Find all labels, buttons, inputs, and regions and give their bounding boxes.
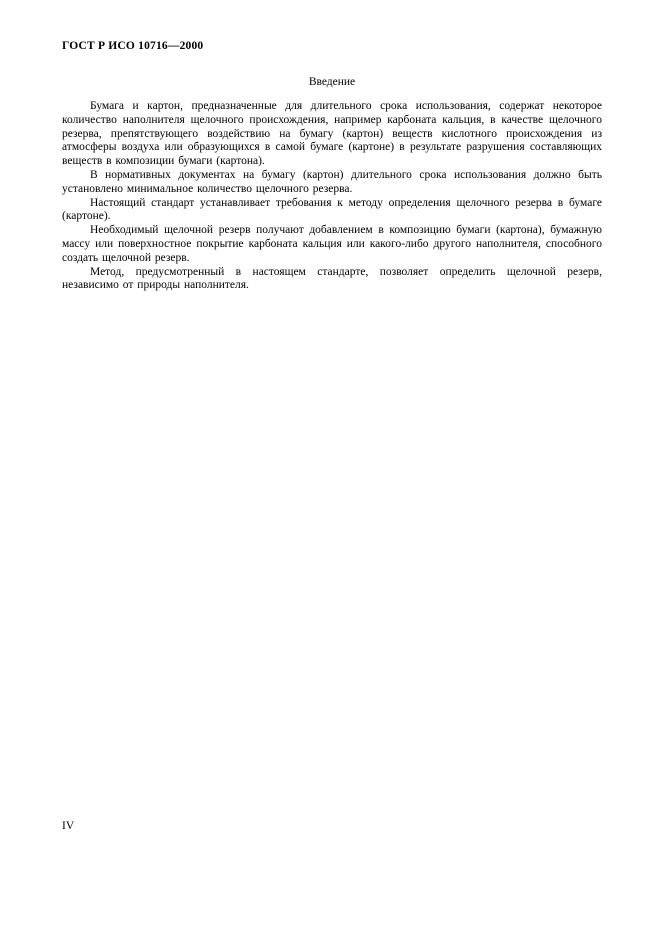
- document-header: ГОСТ Р ИСО 10716—2000: [62, 40, 204, 52]
- paragraph: Настоящий стандарт устанавливает требования к методу определения щелочного резерва в бумаге (картоне).: [62, 196, 602, 223]
- page-number: IV: [62, 820, 75, 832]
- document-body: [62, 100, 602, 293]
- document-content: [62, 40, 602, 293]
- paragraph: Бумага и картон, предназначенные для длительного срока использования, содержат некоторое количество наполнителя щелочного происхождения, например карбоната кальция, в качестве щелочного резерва, препятствующего воздействию на бумагу (картон) веществ кислотного происхождения из атмосферы воздуха или образующихся в самой бумаге (картоне) в результате разрушения составляющих веществ в композиции бумаги (картона).: [62, 100, 602, 168]
- paragraph: В нормативных документах на бумагу (картон) длительного срока использования должно быть установлено минимальное количество щелочного резерва.: [62, 168, 602, 195]
- section-title: Введение: [308, 76, 356, 88]
- paragraph: Метод, предусмотренный в настоящем стандарте, позволяет определить щелочной резерв, независимо от природы наполнителя.: [62, 265, 602, 292]
- paragraph: Необходимый щелочной резерв получают добавлением в композицию бумаги (картона), бумажную массу или поверхностное покрытие карбоната кальция или какого-либо другого наполнителя, способного создать щелочной резерв.: [62, 224, 602, 264]
